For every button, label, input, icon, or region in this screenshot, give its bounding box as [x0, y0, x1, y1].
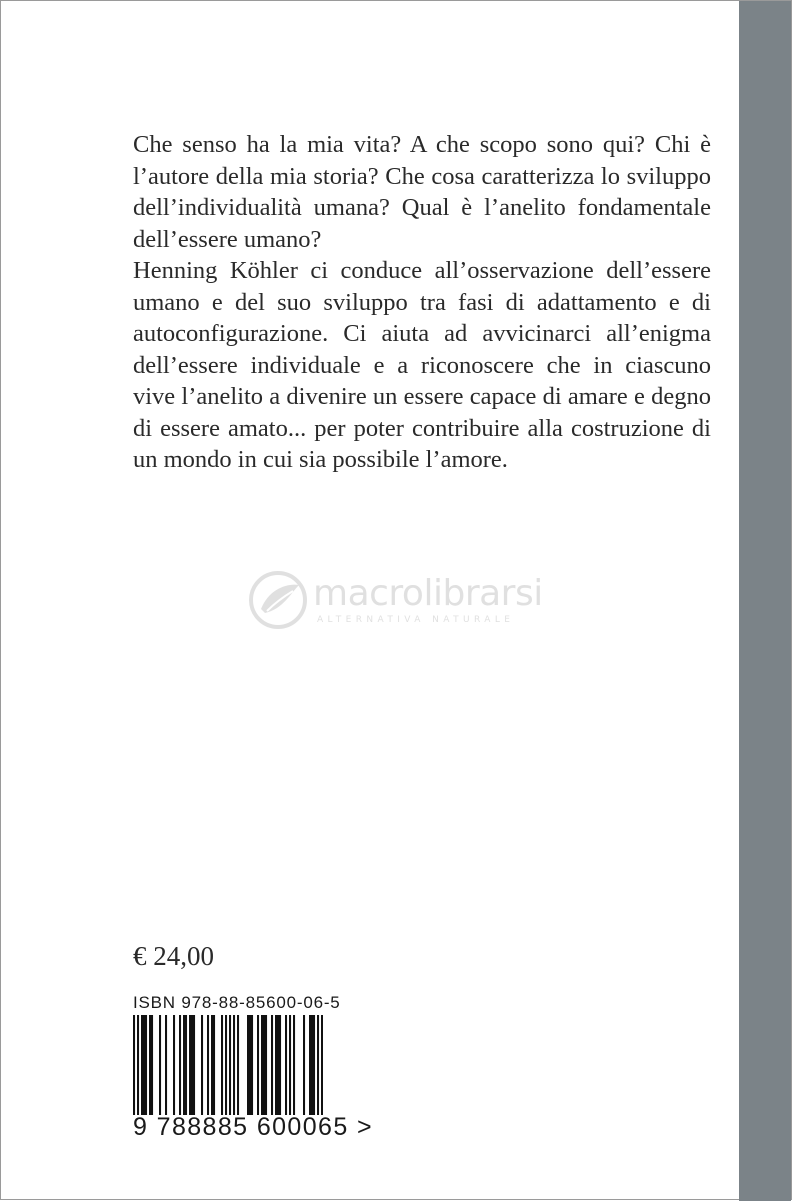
barcode-bar [249, 1015, 251, 1115]
barcode-bar [179, 1015, 181, 1115]
barcode-bar [257, 1015, 259, 1115]
barcode-bar [211, 1015, 213, 1115]
barcode-bar [141, 1015, 143, 1115]
barcode-digits: 9 788885 600065 > [133, 1113, 373, 1141]
barcode-bar [143, 1015, 145, 1115]
barcode-bar [265, 1015, 267, 1115]
blurb-paragraph-2: Henning Köhler ci conduce all’osservazione dell’essere umano e del suo sviluppo tra fasi di adattamento e di autoconfigurazione. Ci aiuta ad avvicinarci all’enigma dell’essere individuale e a riconoscere che in ciascuno vive l’anelito a divenire un essere capace di amare e degno di essere amato... per poter contribuire alla costruzione di un mondo in cui sia possibile l’amore. [133, 257, 711, 473]
barcode-bar [229, 1015, 231, 1115]
barcode-bar [221, 1015, 223, 1115]
barcode-bar [311, 1015, 313, 1115]
barcode-bar [261, 1015, 263, 1115]
barcode-bar [137, 1015, 139, 1115]
watermark [247, 569, 557, 631]
spine-edge [739, 1, 791, 1201]
barcode-bar [289, 1015, 291, 1115]
barcode-bar [313, 1015, 315, 1115]
blurb-paragraph-1: Che senso ha la mia vita? A che scopo sono qui? Chi è l’autore della mia storia? Che cosa caratterizza lo sviluppo dell’individualità umana? Qual è l’anelito fondamentale dell’essere umano? [133, 131, 711, 253]
barcode-bar [275, 1015, 277, 1115]
barcode-bar [151, 1015, 153, 1115]
barcode-bar [185, 1015, 187, 1115]
barcode-bar [293, 1015, 295, 1115]
barcode-bar [193, 1015, 195, 1115]
barcode-bar [321, 1015, 323, 1115]
barcode-bar [263, 1015, 265, 1115]
barcode-bar [303, 1015, 305, 1115]
price-label: € 24,00 [133, 941, 214, 971]
watermark-brand: macrolibrarsi [313, 573, 543, 614]
barcode-bar [165, 1015, 167, 1115]
barcode-bar [285, 1015, 287, 1115]
barcode-bar [271, 1015, 273, 1115]
barcode [133, 1015, 323, 1115]
barcode-bar [207, 1015, 209, 1115]
barcode-bar [183, 1015, 185, 1115]
watermark-tagline: ALTERNATIVA NATURALE [317, 615, 515, 625]
barcode-bar [145, 1015, 147, 1115]
barcode-bar [317, 1015, 319, 1115]
barcode-bar [237, 1015, 239, 1115]
barcode-bar [191, 1015, 193, 1115]
barcode-bar [173, 1015, 175, 1115]
barcode-bar [309, 1015, 311, 1115]
barcode-bar [159, 1015, 161, 1115]
barcode-bar [189, 1015, 191, 1115]
blurb-text [133, 129, 711, 476]
barcode-bar [201, 1015, 203, 1115]
barcode-bar [233, 1015, 235, 1115]
leaf-swirl-icon [247, 569, 309, 631]
isbn-label: ISBN 978-88-85600-06-5 [133, 993, 341, 1012]
barcode-bar [279, 1015, 281, 1115]
barcode-bar [251, 1015, 253, 1115]
barcode-bar [247, 1015, 249, 1115]
barcode-bar [213, 1015, 215, 1115]
barcode-bar [225, 1015, 227, 1115]
barcode-bar [133, 1015, 135, 1115]
barcode-bar [277, 1015, 279, 1115]
barcode-bar [149, 1015, 151, 1115]
